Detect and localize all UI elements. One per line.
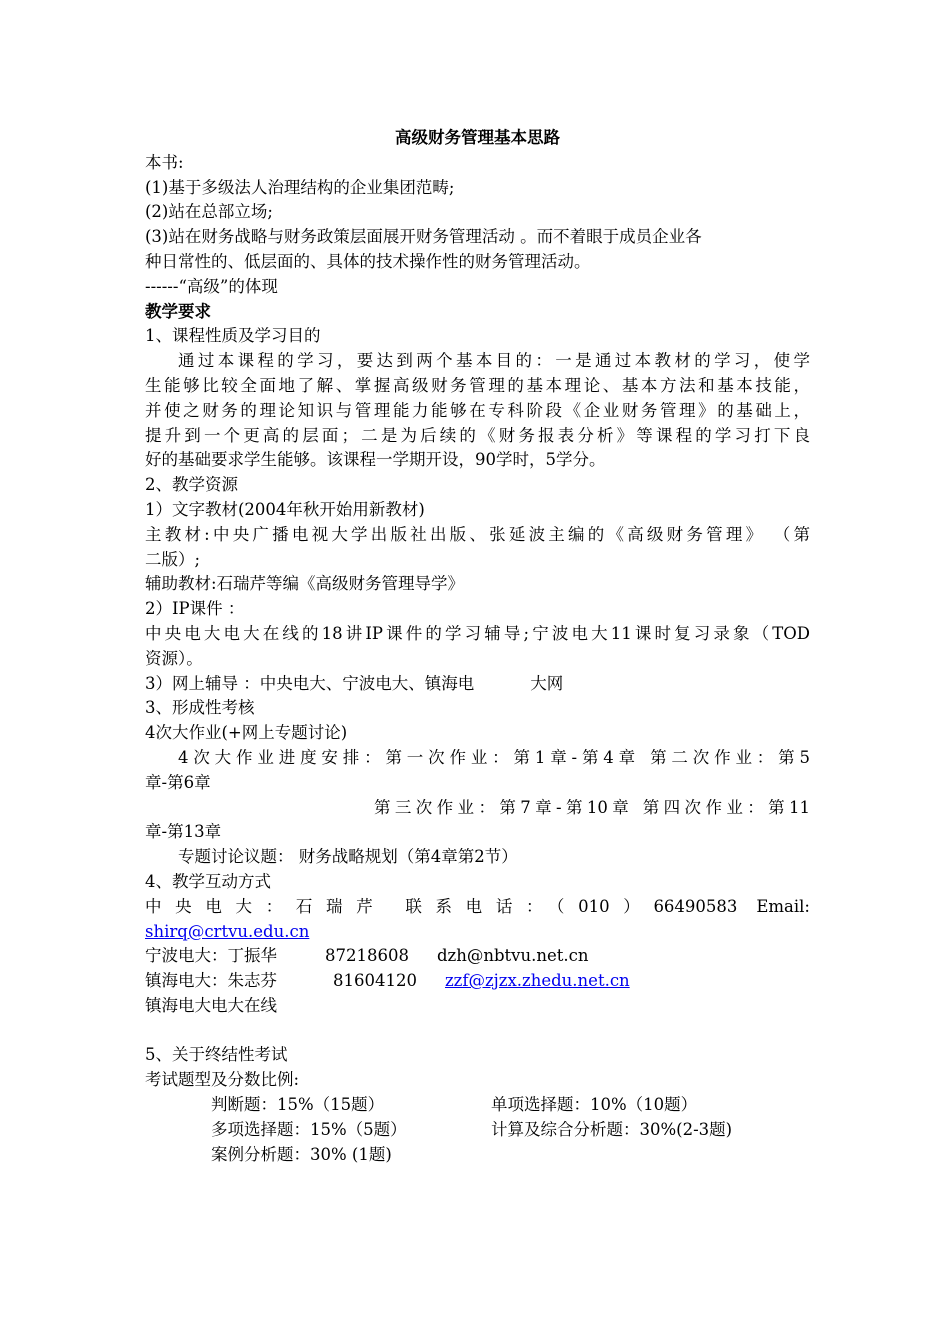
- exam-type: 计算及综合分析题：30%(2-3题): [491, 1119, 733, 1139]
- intro-item: (2)站在总部立场;: [145, 202, 273, 222]
- contact-phone: 81604120: [333, 971, 417, 991]
- paragraph-line: 通过本课程的学习，要达到两个基本目的：一是通过本教材的学习，使学: [178, 351, 810, 371]
- paragraph-line: 生能够比较全面地了解、掌握高级财务管理的基本理论、基本方法和基本技能，: [145, 375, 810, 395]
- exam-type: 单项选择题：10%（10题）: [491, 1095, 698, 1115]
- section-heading: 教学要求: [145, 301, 211, 321]
- contact-online: 镇海电大电大在线: [145, 995, 277, 1015]
- subsection-heading: 1、课程性质及学习目的: [145, 326, 321, 346]
- contact-phone: 87218608: [325, 946, 409, 966]
- contact-email-label: Email:: [756, 896, 810, 916]
- online-tutoring-b: 大网: [530, 673, 564, 693]
- contact-ningbo: [145, 944, 810, 969]
- resource-line: 2）IP课件 ：: [145, 599, 245, 619]
- contact-name: 镇海电大：朱志芬: [145, 971, 277, 991]
- subsection-heading: 2、教学资源: [145, 475, 238, 495]
- assessment-line: 专题讨论议题： 财务战略规划（第4章第2节）: [178, 847, 518, 867]
- paragraph-line: 好的基础要求学生能够。该课程一学期开设，90学时，5学分。: [145, 450, 606, 470]
- resource-line: 1）文字教材(2004年秋开始用新教材): [145, 499, 425, 519]
- contact-phone: 联系电话：（010）66490583: [405, 896, 738, 916]
- resource-line: [145, 672, 810, 697]
- contact-central-email: [145, 920, 810, 945]
- exam-type: 判断题：15%（15题）: [211, 1095, 385, 1115]
- contact-name: 中央电大：石瑞芹: [145, 896, 387, 916]
- contact-name: 宁波电大：丁振华: [145, 946, 277, 966]
- intro-item: (1)基于多级法人治理结构的企业集团范畴;: [145, 177, 455, 197]
- email-link[interactable]: shirq@crtvu.edu.cn: [145, 921, 310, 941]
- intro-item: ------“高级”的体现: [145, 276, 278, 296]
- online-tutoring-a: 3）网上辅导 ：中央电大、宁波电大、镇海电: [145, 673, 475, 693]
- exam-row: [145, 1143, 810, 1168]
- subsection-heading: 3、形成性考核: [145, 698, 255, 718]
- resource-line: 辅助教材:石瑞芹等编《高级财务管理导学》: [145, 574, 465, 594]
- document-page: [145, 126, 810, 1167]
- resource-line: 主教材:中央广播电视大学出版社出版、张延波主编的《高级财务管理》 （第: [145, 524, 810, 544]
- exam-type: 案例分析题：30% (1题): [211, 1144, 392, 1164]
- assessment-line: 第三次作业：第7章-第10章 第四次作业：第11: [374, 797, 810, 817]
- page-title: 高级财务管理基本思路: [395, 128, 560, 147]
- paragraph-line: 并使之财务的理论知识与管理能力能够在专科阶段《企业财务管理》的基础上，: [145, 400, 810, 420]
- subsection-heading: 5、关于终结性考试: [145, 1045, 288, 1065]
- assessment-line: 章-第13章: [145, 822, 222, 842]
- assessment-line: 章-第6章: [145, 772, 211, 792]
- subsection-heading: 4、教学互动方式: [145, 871, 271, 891]
- resource-line: 二版）;: [145, 549, 201, 569]
- assessment-line: 4次大作业(+网上专题讨论): [145, 723, 348, 743]
- contact-email: dzh@nbtvu.net.cn: [436, 946, 589, 966]
- resource-line: 资源）。: [145, 648, 203, 668]
- email-link[interactable]: zzf@zjzx.zhedu.net.cn: [444, 971, 630, 991]
- exam-row: [145, 1093, 810, 1118]
- contact-zhenhai: [145, 969, 810, 994]
- intro-item: 种日常性的、低层面的、具体的技术操作性的财务管理活动。: [145, 251, 591, 271]
- resource-line: 中央电大电大在线的18讲IP课件的学习辅导;宁波电大11课时复习录象（TOD: [145, 623, 810, 643]
- intro-item: (3)站在财务战略与财务政策层面展开财务管理活动 。而不着眼于成员企业各: [145, 227, 702, 247]
- intro-label: 本书:: [145, 152, 184, 172]
- exam-label: 考试题型及分数比例:: [145, 1070, 300, 1090]
- exam-row: [145, 1118, 810, 1143]
- blank-line: [145, 1019, 810, 1044]
- paragraph-line: 提升到一个更高的层面；二是为后续的《财务报表分析》等课程的学习打下良: [145, 425, 810, 445]
- contact-central: [145, 895, 810, 920]
- exam-type: 多项选择题：15%（5题）: [211, 1119, 407, 1139]
- assessment-line: 4次大作业进度安排：第一次作业：第1章-第4章 第二次作业：第5: [178, 747, 810, 767]
